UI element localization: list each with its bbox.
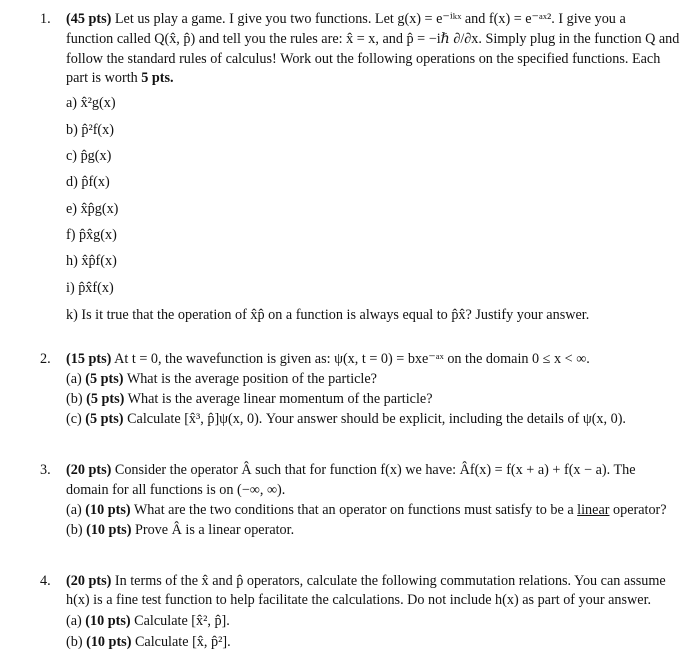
statement-line: h(x) is a fine test function to help facilitate the calculations. Do not include h(x) as part of your answer. xyxy=(66,592,652,608)
problem-number: 4. xyxy=(40,573,51,589)
question-a: (a) (5 pts) What is the average position of the particle? xyxy=(66,371,377,387)
question-a: (a) (10 pts) What are the two conditions that an operator on functions must satisfy to be a linear operator? xyxy=(66,502,667,518)
part-b: b) p̂²f(x) xyxy=(66,122,114,138)
question-a: (a) (10 pts) Calculate [x̂², p̂]. xyxy=(66,613,230,629)
statement-line: part is worth 5 pts. xyxy=(66,70,174,86)
problem-statement: (15 pts) At t = 0, the wavefunction is given as: ψ(x, t = 0) = bxe⁻ᵃˣ on the domain 0 ≤ x < ∞. xyxy=(66,351,590,367)
part-a: a) x̂²g(x) xyxy=(66,95,116,111)
statement-line: function called Q(x̂, p̂) and tell you the rules are: x̂ = x, and p̂ = −iℏ ∂/∂x. Simply plug in the function Q and xyxy=(66,31,680,47)
part-h: h) x̂p̂f(x) xyxy=(66,253,117,269)
question-b: (b) (10 pts) Prove Â is a linear operator. xyxy=(66,522,295,538)
part-e: e) x̂p̂g(x) xyxy=(66,201,119,217)
problem-number: 3. xyxy=(40,462,51,478)
question-b: (b) (5 pts) What is the average linear momentum of the particle? xyxy=(66,391,433,407)
statement-line: (45 pts) Let us play a game. I give you two functions. Let g(x) = e⁻ⁱᵏˣ and f(x) = e⁻ᵃˣ². I give you a xyxy=(66,11,626,27)
part-c: c) p̂g(x) xyxy=(66,148,112,164)
problem-number: 2. xyxy=(40,351,51,367)
statement-line: domain for all functions is on (−∞, ∞). xyxy=(66,482,286,498)
part-d: d) p̂f(x) xyxy=(66,174,110,190)
statement-line: follow the standard rules of calculus! Work out the following operations on the specified functions. Each xyxy=(66,51,661,67)
problem-statement: (20 pts) In terms of the x̂ and p̂ operators, calculate the following commutation relations. You can assume xyxy=(66,573,666,589)
question-c: (c) (5 pts) Calculate [x̂³, p̂]ψ(x, 0). Your answer should be explicit, including the details of ψ(x, 0). xyxy=(66,411,626,427)
part-k: k) Is it true that the operation of x̂p̂ on a function is always equal to p̂x̂? Justify your answer. xyxy=(66,307,590,323)
question-b: (b) (10 pts) Calculate [x̂, p̂²]. xyxy=(66,634,231,650)
part-f: f) p̂x̂g(x) xyxy=(66,227,117,243)
problem-statement: (20 pts) Consider the operator Â such that for function f(x) we have: Âf(x) = f(x + a) + f(x − a). The xyxy=(66,462,636,478)
problem-number: 1. xyxy=(40,11,51,27)
part-i: i) p̂x̂f(x) xyxy=(66,280,114,296)
